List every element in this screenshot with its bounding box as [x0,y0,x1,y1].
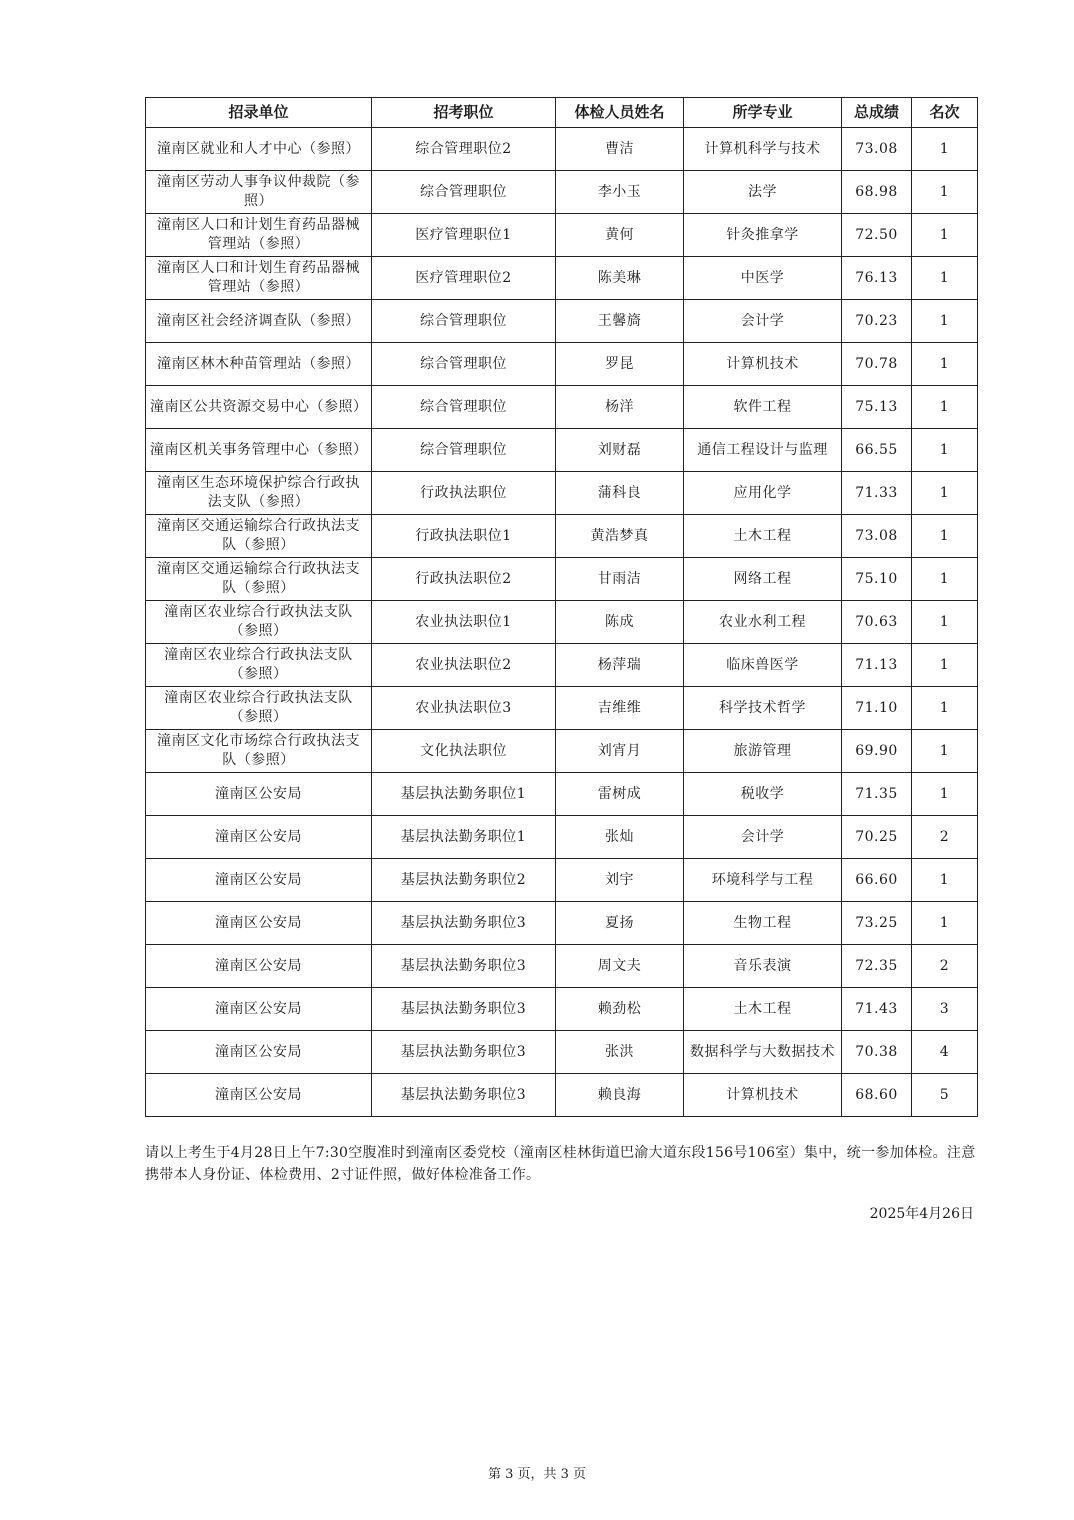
table-row [146,816,978,859]
cell-rank: 1 [912,128,978,171]
cell-score: 70.78 [842,343,912,386]
cell-major: 中医学 [684,257,842,300]
cell-unit: 潼南区农业综合行政执法支队（参照） [146,644,372,687]
cell-major: 生物工程 [684,902,842,945]
cell-position: 行政执法职位 [372,472,556,515]
header-row [146,98,978,128]
cell-position: 农业执法职位1 [372,601,556,644]
table-row [146,902,978,945]
exam-notice: 请以上考生于4月28日上午7:30空腹准时到潼南区委党校（潼南区桂林街道巴渝大道东段156号106室）集中，统一参加体检。注意携带本人身份证、体检费用、2寸证件照，做好体检准备工作。 [145,1145,976,1183]
cell-position: 农业执法职位3 [372,687,556,730]
cell-score: 71.33 [842,472,912,515]
cell-score: 71.10 [842,687,912,730]
cell-score: 75.10 [842,558,912,601]
cell-unit: 潼南区人口和计划生育药品器械管理站（参照） [146,214,372,257]
cell-score: 69.90 [842,730,912,773]
cell-name: 赖劲松 [556,988,684,1031]
cell-position: 综合管理职位2 [372,128,556,171]
cell-name: 罗昆 [556,343,684,386]
cell-rank: 5 [912,1074,978,1117]
table-row [146,472,978,515]
cell-unit: 潼南区公安局 [146,1031,372,1074]
page-footer: 第 3 页，共 3 页 [487,1467,587,1482]
header-score: 总成绩 [842,98,912,128]
cell-name: 杨萍瑞 [556,644,684,687]
cell-score: 73.25 [842,902,912,945]
cell-major: 旅游管理 [684,730,842,773]
cell-score: 68.60 [842,1074,912,1117]
table-row [146,558,978,601]
table-row [146,644,978,687]
table-body [146,128,978,1117]
table-row [146,687,978,730]
cell-major: 临床兽医学 [684,644,842,687]
cell-score: 70.23 [842,300,912,343]
cell-rank: 1 [912,687,978,730]
table-row [146,128,978,171]
table-row [146,171,978,214]
cell-name: 刘宇 [556,859,684,902]
cell-major: 法学 [684,171,842,214]
cell-score: 66.55 [842,429,912,472]
header-rank: 名次 [912,98,978,128]
cell-rank: 1 [912,644,978,687]
cell-rank: 1 [912,171,978,214]
table-row [146,730,978,773]
cell-position: 基层执法勤务职位3 [372,988,556,1031]
cell-rank: 2 [912,945,978,988]
cell-name: 陈美琳 [556,257,684,300]
cell-unit: 潼南区农业综合行政执法支队（参照） [146,601,372,644]
cell-position: 基层执法勤务职位3 [372,1031,556,1074]
cell-unit: 潼南区就业和人才中心（参照） [146,128,372,171]
cell-name: 刘财磊 [556,429,684,472]
cell-major: 计算机技术 [684,1074,842,1117]
cell-unit: 潼南区林木种苗管理站（参照） [146,343,372,386]
cell-position: 综合管理职位 [372,429,556,472]
table-row [146,515,978,558]
cell-name: 陈成 [556,601,684,644]
cell-rank: 1 [912,386,978,429]
cell-score: 71.13 [842,644,912,687]
table-row [146,429,978,472]
cell-score: 70.38 [842,1031,912,1074]
cell-name: 夏扬 [556,902,684,945]
table-row [146,601,978,644]
cell-unit: 潼南区社会经济调查队（参照） [146,300,372,343]
cell-unit: 潼南区文化市场综合行政执法支队（参照） [146,730,372,773]
table-row [146,859,978,902]
cell-score: 72.35 [842,945,912,988]
cell-unit: 潼南区劳动人事争议仲裁院（参照） [146,171,372,214]
cell-position: 综合管理职位 [372,386,556,429]
cell-rank: 2 [912,816,978,859]
cell-score: 76.13 [842,257,912,300]
cell-rank: 1 [912,429,978,472]
cell-unit: 潼南区公安局 [146,1074,372,1117]
cell-rank: 1 [912,730,978,773]
cell-rank: 1 [912,601,978,644]
cell-rank: 1 [912,859,978,902]
cell-position: 医疗管理职位2 [372,257,556,300]
cell-major: 数据科学与大数据技术 [684,1031,842,1074]
cell-name: 蒲科良 [556,472,684,515]
cell-score: 71.35 [842,773,912,816]
cell-major: 软件工程 [684,386,842,429]
cell-position: 综合管理职位 [372,300,556,343]
cell-major: 通信工程设计与监理 [684,429,842,472]
cell-rank: 1 [912,558,978,601]
cell-unit: 潼南区公安局 [146,859,372,902]
cell-name: 黄何 [556,214,684,257]
cell-position: 基层执法勤务职位3 [372,902,556,945]
table-row [146,214,978,257]
table-row [146,773,978,816]
cell-score: 70.63 [842,601,912,644]
cell-name: 吉维维 [556,687,684,730]
cell-rank: 1 [912,902,978,945]
cell-major: 应用化学 [684,472,842,515]
results-table [145,97,978,1117]
cell-position: 文化执法职位 [372,730,556,773]
notice-date: 2025年4月26日 [869,1206,974,1222]
cell-major: 网络工程 [684,558,842,601]
table-row [146,988,978,1031]
cell-rank: 1 [912,515,978,558]
cell-rank: 4 [912,1031,978,1074]
cell-name: 王馨旖 [556,300,684,343]
cell-unit: 潼南区生态环境保护综合行政执法支队（参照） [146,472,372,515]
table-row [146,257,978,300]
cell-score: 66.60 [842,859,912,902]
table-row [146,1074,978,1117]
cell-score: 70.25 [842,816,912,859]
cell-unit: 潼南区农业综合行政执法支队（参照） [146,687,372,730]
cell-score: 73.08 [842,128,912,171]
cell-major: 针灸推拿学 [684,214,842,257]
cell-unit: 潼南区人口和计划生育药品器械管理站（参照） [146,257,372,300]
cell-name: 李小玉 [556,171,684,214]
cell-major: 计算机科学与技术 [684,128,842,171]
cell-major: 科学技术哲学 [684,687,842,730]
table-row [146,300,978,343]
table-row [146,386,978,429]
cell-rank: 1 [912,300,978,343]
cell-unit: 潼南区交通运输综合行政执法支队（参照） [146,558,372,601]
cell-position: 基层执法勤务职位2 [372,859,556,902]
cell-position: 农业执法职位2 [372,644,556,687]
cell-name: 张洪 [556,1031,684,1074]
cell-position: 医疗管理职位1 [372,214,556,257]
header-position: 招考职位 [372,98,556,128]
cell-position: 综合管理职位 [372,171,556,214]
cell-name: 赖良海 [556,1074,684,1117]
table-row [146,1031,978,1074]
cell-unit: 潼南区公安局 [146,988,372,1031]
cell-major: 会计学 [684,816,842,859]
cell-score: 72.50 [842,214,912,257]
header-unit: 招录单位 [146,98,372,128]
cell-position: 综合管理职位 [372,343,556,386]
cell-unit: 潼南区公共资源交易中心（参照） [146,386,372,429]
cell-score: 75.13 [842,386,912,429]
cell-name: 周文夫 [556,945,684,988]
table-row [146,343,978,386]
cell-name: 雷树成 [556,773,684,816]
header-name: 体检人员姓名 [556,98,684,128]
cell-unit: 潼南区公安局 [146,773,372,816]
cell-major: 会计学 [684,300,842,343]
cell-rank: 1 [912,214,978,257]
header-major: 所学专业 [684,98,842,128]
cell-major: 土木工程 [684,515,842,558]
cell-position: 基层执法勤务职位1 [372,816,556,859]
cell-position: 行政执法职位1 [372,515,556,558]
cell-unit: 潼南区交通运输综合行政执法支队（参照） [146,515,372,558]
cell-rank: 1 [912,343,978,386]
cell-unit: 潼南区公安局 [146,816,372,859]
table-row [146,945,978,988]
cell-unit: 潼南区公安局 [146,945,372,988]
cell-name: 曹洁 [556,128,684,171]
cell-name: 张灿 [556,816,684,859]
table-header [146,98,978,128]
cell-major: 环境科学与工程 [684,859,842,902]
cell-rank: 1 [912,257,978,300]
cell-unit: 潼南区公安局 [146,902,372,945]
cell-position: 行政执法职位2 [372,558,556,601]
cell-position: 基层执法勤务职位3 [372,1074,556,1117]
cell-major: 税收学 [684,773,842,816]
cell-score: 71.43 [842,988,912,1031]
cell-unit: 潼南区机关事务管理中心（参照） [146,429,372,472]
cell-position: 基层执法勤务职位1 [372,773,556,816]
cell-major: 农业水利工程 [684,601,842,644]
cell-name: 刘宵月 [556,730,684,773]
cell-score: 68.98 [842,171,912,214]
cell-position: 基层执法勤务职位3 [372,945,556,988]
cell-name: 黄浩梦真 [556,515,684,558]
cell-rank: 1 [912,773,978,816]
cell-major: 音乐表演 [684,945,842,988]
cell-name: 杨洋 [556,386,684,429]
cell-rank: 3 [912,988,978,1031]
cell-name: 甘雨洁 [556,558,684,601]
cell-score: 73.08 [842,515,912,558]
cell-major: 土木工程 [684,988,842,1031]
cell-major: 计算机技术 [684,343,842,386]
cell-rank: 1 [912,472,978,515]
